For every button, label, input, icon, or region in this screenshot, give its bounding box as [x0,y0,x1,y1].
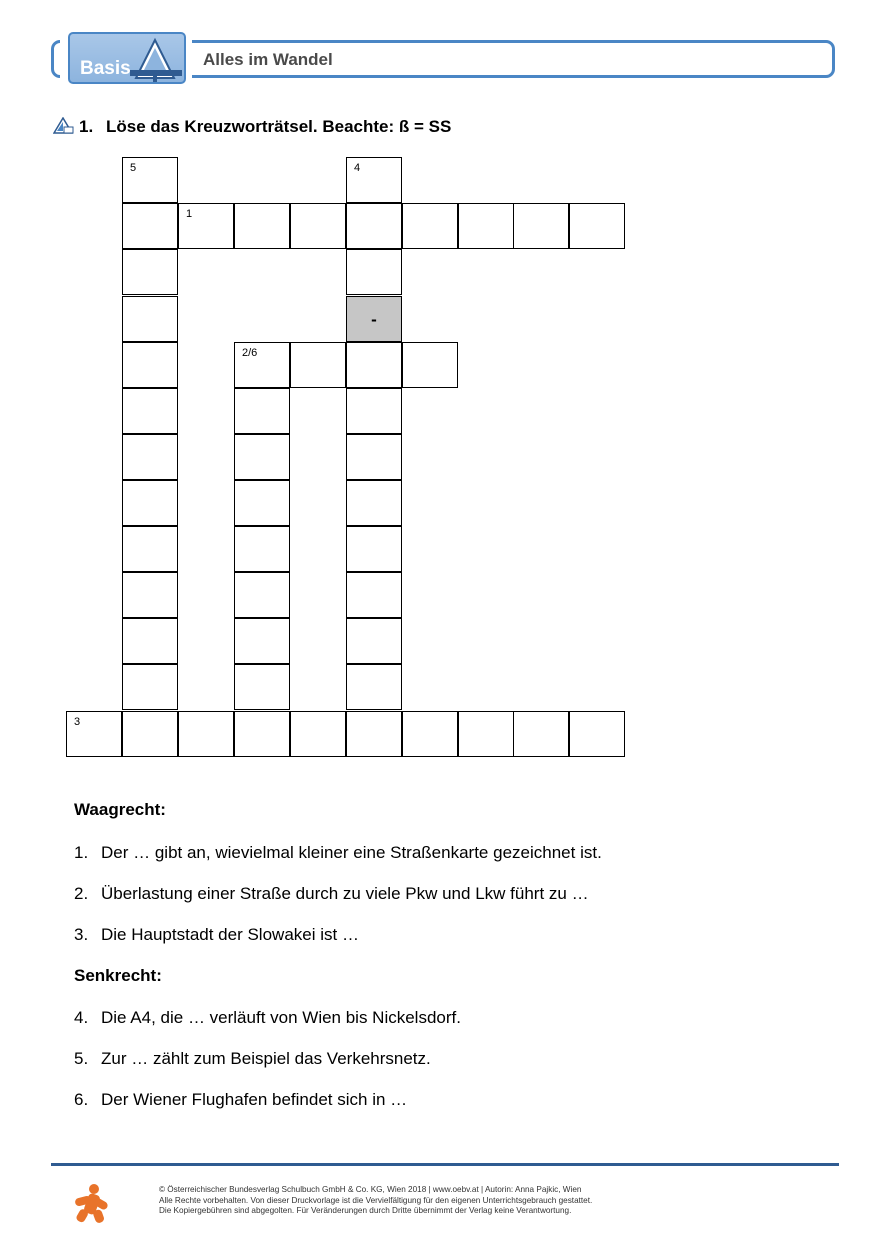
crossword-cell[interactable] [178,203,234,249]
clue-item-text: Die A4, die … verläuft von Wien bis Nickelsdorf. [101,1008,461,1027]
footer-line: Alle Rechte vorbehalten. Von dieser Druckvorlage ist die Vervielfältigung für den eigenen Unterrichtsgebrauch gestattet. [159,1195,593,1205]
crossword-cell[interactable] [234,480,290,526]
crossword-cell[interactable] [122,296,178,342]
crossword-cell[interactable] [402,203,458,249]
crossword-cell[interactable] [122,249,178,295]
clue-number: 3 [74,716,81,728]
crossword-cell[interactable] [569,203,625,249]
crossword-cell[interactable] [122,157,178,203]
crossword-cell[interactable] [66,711,122,757]
crossword-cell[interactable] [178,711,234,757]
basis-logo-label: Basis [80,58,131,79]
crossword-cell[interactable] [569,711,625,757]
crossword-cell[interactable] [346,203,402,249]
clue-item-text: Der Wiener Flughafen befindet sich in … [101,1090,408,1109]
clue-item-number: 3. [74,925,89,944]
crossword-cell[interactable] [402,342,458,388]
crossword-cell[interactable] [122,711,178,757]
crossword-cell[interactable] [346,572,402,618]
crossword-cell[interactable] [234,664,290,710]
crossword-cell[interactable] [346,711,402,757]
clue-number: 2/6 [242,347,258,359]
task-number: 1. [79,117,94,136]
clue-item-text: Überlastung einer Straße durch zu viele Pkw und Lkw führt zu … [101,884,589,903]
crossword-cell[interactable] [234,618,290,664]
crossword-cell[interactable] [122,203,178,249]
footer-line: © Österreichischer Bundesverlag Schulbuch GmbH & Co. KG, Wien 2018 | www.oebv.at | Autorin: Anna Pajkic, Wien [159,1185,582,1194]
down-heading: Senkrecht: [74,966,162,985]
clue-item [74,1008,461,1028]
clue-item-number: 2. [74,884,89,903]
clue-item-number: 6. [74,1090,89,1109]
crossword-cell[interactable] [122,388,178,434]
crossword-cell[interactable] [122,526,178,572]
crossword-cell[interactable] [346,526,402,572]
crossword-cell[interactable] [346,157,402,203]
crossword-cell[interactable] [122,618,178,664]
clue-item-number: 5. [74,1049,89,1068]
crossword-cell[interactable] [513,711,569,757]
crossword-cell[interactable] [402,711,458,757]
clue-item [74,884,589,904]
clue-item-text: Die Hauptstadt der Slowakei ist … [101,925,359,944]
crossword-cell[interactable] [346,434,402,480]
crossword-cell[interactable] [234,711,290,757]
clue-number: 4 [354,162,361,174]
crossword-cell[interactable] [458,203,514,249]
crossword-cell[interactable] [234,526,290,572]
crossword-cell[interactable] [234,203,290,249]
footer-line: Die Kopiergebühren sind abgegolten. Für Veränderungen durch Dritte übernimmt der Verlag keine Verantwortung. [159,1206,572,1215]
footer-text [159,1185,592,1217]
clue-item-number: 4. [74,1008,89,1027]
crossword-cell[interactable] [122,664,178,710]
crossword-cell[interactable] [346,342,402,388]
clue-number: 5 [130,162,137,174]
page-title: Alles im Wandel [203,50,333,69]
clue-item [74,843,602,863]
crossword-cell[interactable] [234,342,290,388]
crossword-cell[interactable] [346,664,402,710]
crossword-cell[interactable] [346,480,402,526]
crossword-cell-blocked [346,296,402,342]
clue-item [74,1090,407,1110]
task-title: Löse das Kreuzworträtsel. Beachte: ß = SS [106,117,452,136]
crossword-cell[interactable] [122,572,178,618]
crossword-cell[interactable] [122,434,178,480]
crossword-cell[interactable] [290,711,346,757]
clue-item-text: Der … gibt an, wievielmal kleiner eine Straßenkarte gezeichnet ist. [101,843,602,862]
crossword-cell[interactable] [234,572,290,618]
crossword-cell[interactable] [290,203,346,249]
footer-divider [51,1163,839,1166]
clue-item-text: Zur … zählt zum Beispiel das Verkehrsnetz. [101,1049,431,1068]
crossword-cell[interactable] [346,388,402,434]
crossword-cell[interactable] [458,711,514,757]
crossword-cell[interactable] [346,618,402,664]
oebv-logo-icon [72,1183,112,1223]
crossword-cell[interactable] [513,203,569,249]
crossword-cell[interactable] [234,434,290,480]
clue-item [74,925,359,945]
clue-number: 1 [186,208,193,220]
hyphen-mark: - [371,310,377,329]
clue-item [74,1049,431,1069]
crossword-cell[interactable] [122,342,178,388]
crossword-cell[interactable] [290,342,346,388]
crossword-cell[interactable] [234,388,290,434]
across-heading: Waagrecht: [74,800,166,819]
clue-item-number: 1. [74,843,89,862]
crossword-cell[interactable] [122,480,178,526]
crossword-cell[interactable] [346,249,402,295]
